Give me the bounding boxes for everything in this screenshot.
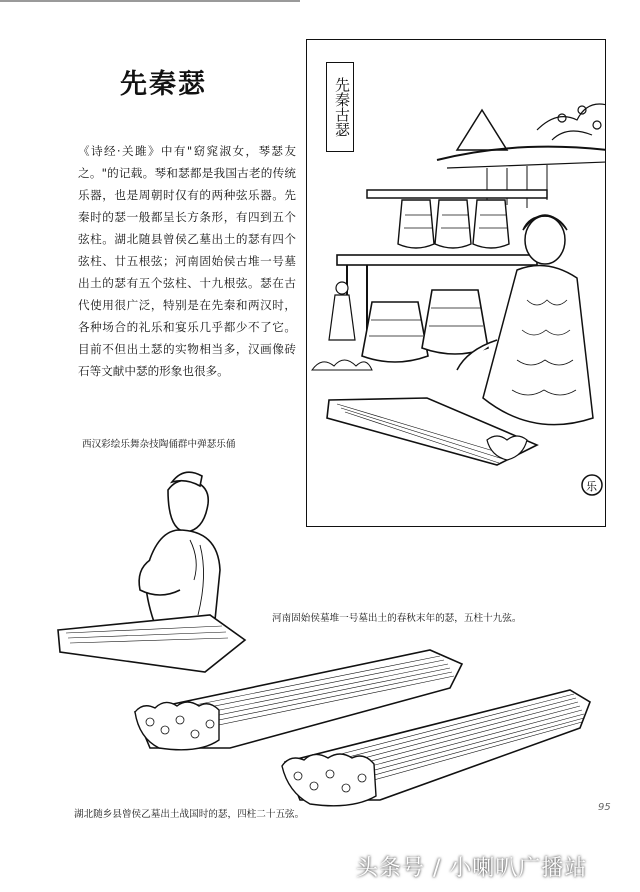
caption-henan-se: 河南固始侯墓堆一号墓出土的春秋末年的瑟，五柱十九弦。 (272, 613, 522, 624)
page-title: 先秦瑟 (120, 69, 207, 100)
intro-paragraph: 《诗经·关雎》中有"窈窕淑女，琴瑟友之。"的记载。琴和瑟都是我国古老的传统乐器，也是周朝时仅有的两种弦乐器。先秦时的瑟一般都呈长方条形，有四到五个弦柱。湖北随县曾侯乙墓出土的瑟有四个弦柱、廿五根弦；河南固始侯古堆一号墓出土的瑟有五个弦柱、十九根弦。瑟在古代使用很广泛，特别是在先秦和两汉时，各种场合的礼乐和宴乐几乎都少不了它。目前不但出土瑟的实物相当多，汉画像砖石等文献中瑟的形象也很多。 (78, 144, 296, 378)
caption-hubei-se: 湖北随乡县曾侯乙墓出土战国时的瑟，四柱二十五弦。 (74, 809, 305, 820)
caption-figurine: 西汉彩绘乐舞杂技陶俑群中弹瑟乐俑 (82, 439, 236, 450)
frame-label: 先秦古瑟 (326, 62, 354, 152)
svg-text:乐: 乐 (586, 480, 597, 493)
watermark: 头条号 / 小喇叭广播站 (356, 856, 588, 881)
page-number: 95 (598, 802, 611, 813)
figurine-se-drawing (58, 615, 245, 672)
figurine-drawing (139, 472, 220, 632)
